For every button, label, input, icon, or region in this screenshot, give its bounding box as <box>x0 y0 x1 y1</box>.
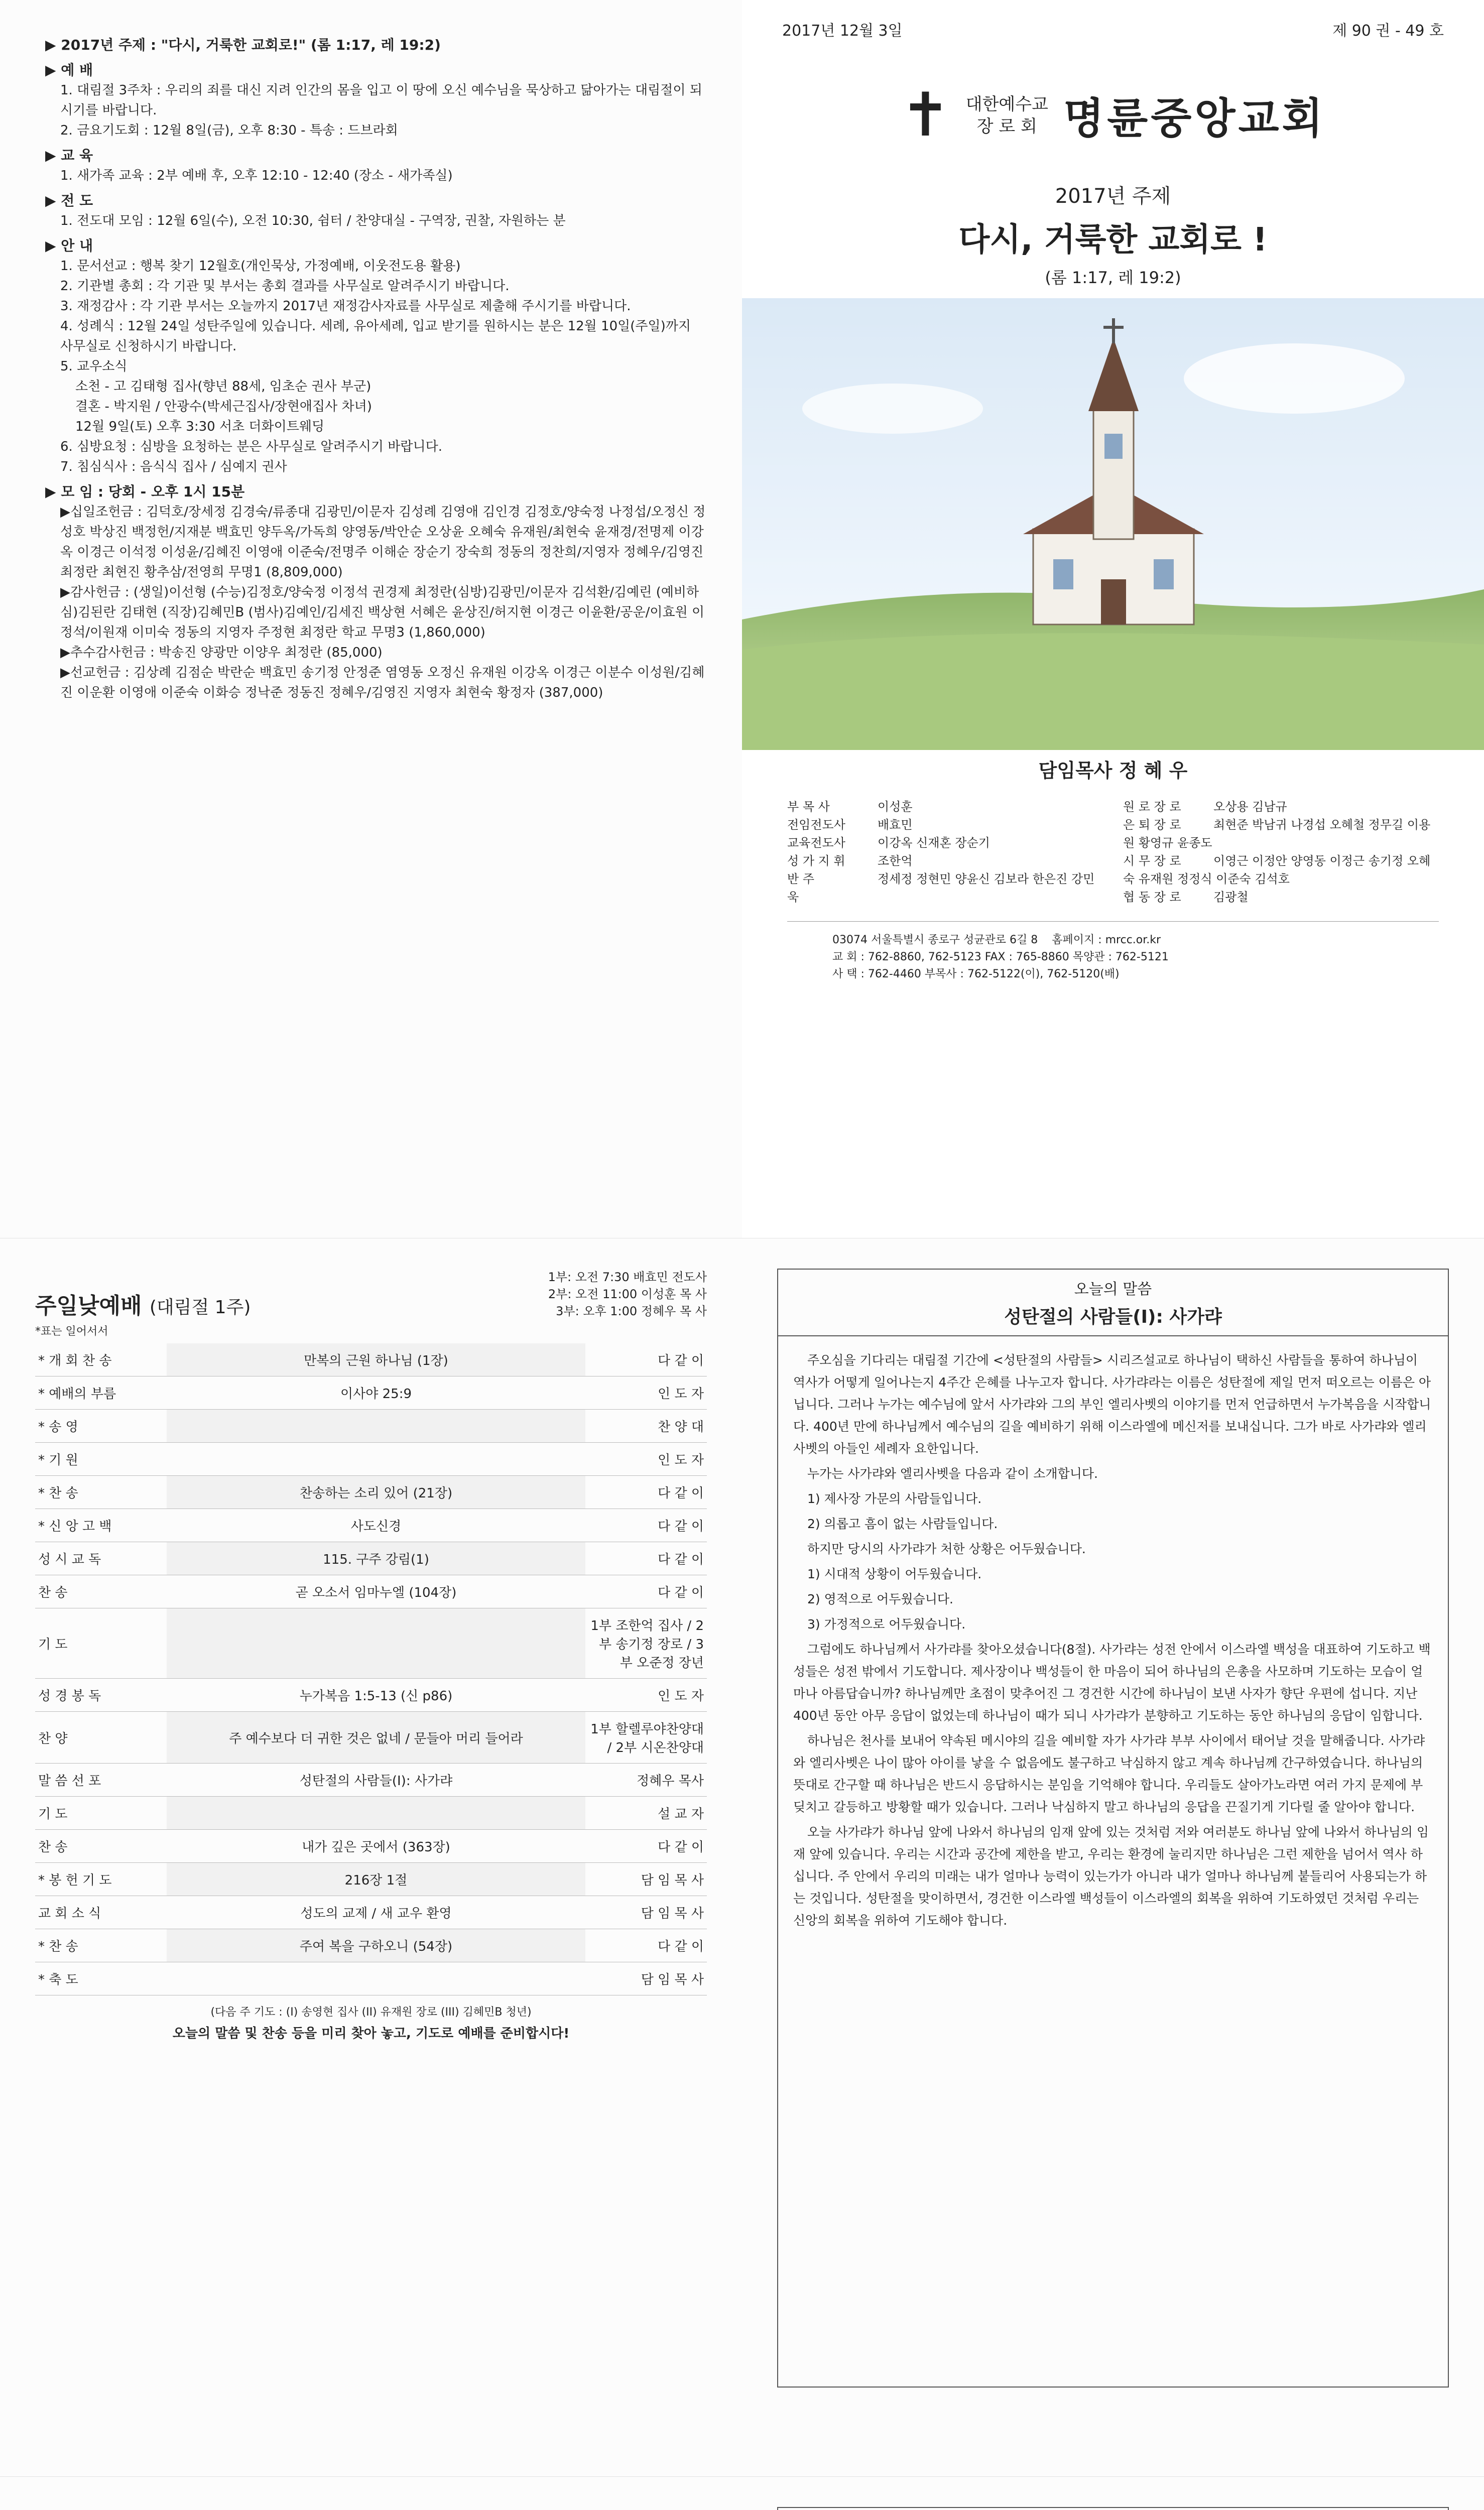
order-cell: 다 같 이 <box>585 1509 707 1542</box>
sermon-paragraph: 2) 의롭고 흠이 없는 사람들입니다. <box>807 1517 998 1531</box>
offering-list: ▶선교헌금 : 김상례 김점순 박란순 백효민 송기정 안정준 염영동 오정신 유재원 이강옥 이경근 이분수 이성원/김혜진 이운환 이영애 이준숙 이화승 정낙준 정동진 정혜우/김영진 지영자 최현숙 황정자 (387,000) <box>60 665 705 700</box>
service-times: 1부: 오전 7:30 배효민 전도사 2부: 오전 11:00 이성훈 목 사 3부: 오후 1:00 정혜우 목 사 <box>548 1270 707 1318</box>
offering-list: ▶추수감사헌금 : 박송진 양광만 이양우 최정란 (85,000) <box>60 645 383 660</box>
preparation-note: 오늘의 말씀 및 찬송 등을 미리 찾아 놓고, 기도로 예배를 준비합시다! <box>172 2026 570 2041</box>
cover-page <box>742 0 1484 1238</box>
order-cell <box>167 1443 585 1476</box>
order-cell: 1부 할렐루야찬양대 / 2부 시온찬양대 <box>585 1712 707 1764</box>
cross-icon: ✝ <box>900 80 951 150</box>
staff-row: 시 무 장 로 이영근 이정안 양영동 이정근 송기정 오혜숙 유재원 정정식 이준숙 김석호 <box>1123 854 1431 886</box>
church-building-image <box>742 298 1484 750</box>
section-head: ▶ 안 내 <box>45 237 93 254</box>
order-cell: 찬 송 <box>35 1575 167 1608</box>
order-cell: 만복의 근원 하나님 (1장) <box>167 1343 585 1376</box>
order-cell: * 개 회 찬 송 <box>35 1343 167 1376</box>
offering-list: ▶감사헌금 : (생일)이선형 (수능)김정호/양숙정 이정석 권경제 최정란(심방)김광민/이문자 김석환/김예린 (예비하심)김된란 김태현 (직장)김혜민B (범사)김예인/김세진 백상현 서혜은 윤상진/허지현 이경근 이윤환/공운/이효원 이정석/이원재 이미숙 정동의 지영자 주정현 최정란 학교 무명3 (1,860,000) <box>60 585 705 640</box>
newcomer-box <box>777 2507 1449 2510</box>
order-cell: 담 임 목 사 <box>585 1863 707 1896</box>
order-cell: 내가 깊은 곳에서 (363장) <box>167 1830 585 1863</box>
order-cell: * 송 영 <box>35 1410 167 1443</box>
section-head: ▶ 전 도 <box>45 192 93 209</box>
order-row <box>35 1410 707 1443</box>
staff-row: 교육전도사 이강옥 신재혼 장순기 <box>787 836 990 850</box>
news-item: 소천 - 고 김태형 집사(향년 88세, 임초순 권사 부군) <box>75 379 372 394</box>
order-row <box>35 1896 707 1929</box>
phone: 교 회 : 762-8860, 762-5123 FAX : 765-8860 목양관 : 762-5121 <box>832 951 1169 963</box>
senior-pastor: 담임목사 정 혜 우 <box>1038 760 1188 782</box>
bulletin-date: 2017년 12월 3일 <box>782 22 903 40</box>
evening-service-page <box>0 2477 742 2510</box>
order-cell: * 예배의 부름 <box>35 1376 167 1410</box>
order-cell: 누가복음 1:5-13 (신 p86) <box>167 1679 585 1712</box>
order-cell: 성탄절의 사람들(I): 사가랴 <box>167 1764 585 1797</box>
standing-note: *표는 일어서서 <box>35 1325 108 1338</box>
order-cell <box>167 1608 585 1679</box>
address: 03074 서울특별시 종로구 성균관로 6길 8 <box>832 934 1038 946</box>
team-line: ▶ 모 임 : 당회 - 오후 1시 15분 <box>45 483 245 500</box>
order-cell: 주여 복을 구하오니 (54장) <box>167 1929 585 1962</box>
order-cell: 성 시 교 독 <box>35 1542 167 1575</box>
announcement-item: 1. 대림절 3주차 : 우리의 죄를 대신 지려 인간의 몸을 입고 이 땅에 오신 예수님을 묵상하고 닮아가는 대림절이 되시기를 바랍니다. <box>60 83 702 118</box>
sermon-paragraph: 오늘 사가랴가 하나님 앞에 나와서 하나님의 임재 앞에 있는 것처럼 저와 여러분도 하나님 앞에 나와서 하나님의 임재 앞에 있습니다. 우리는 시간과 공간에 제한을 받고, 우리는 환경에 눌리지만 하나님은 그런 제한을 넘어서 역사 하십니다. 주 안에서 우리의 미래는 내가 얼마나 능력이 있는가가 아니라 내가 얼마나 하나님께 붙들리어 사용되는가 하는 것입니다. 성탄절을 맞이하면서, 경건한 이스라엘 백성들이 이스라엘의 회복을 위하여 기도하였던 것처럼 우리는 신앙의 회복을 위하여 기도해야 합니다. <box>793 1825 1429 1928</box>
order-cell: 성도의 교제 / 새 교우 환영 <box>167 1896 585 1929</box>
info-page <box>742 2477 1484 2510</box>
sermon-header <box>777 1269 1449 1336</box>
announcements-page <box>0 0 742 1238</box>
theme-title: 다시, 거룩한 교회로 ! <box>958 221 1268 259</box>
order-row <box>35 1376 707 1410</box>
theme-year: 2017년 주제 <box>1055 185 1171 208</box>
announcement-item: 1. 문서선교 : 행복 찾기 12월호(개인묵상, 가정예배, 이웃전도용 활용) <box>60 259 461 274</box>
order-cell: 담 임 목 사 <box>585 1962 707 1995</box>
staff-row: 부 목 사 이성훈 <box>787 800 913 814</box>
sunday-order-table <box>35 1343 707 1995</box>
next-week-prayer: (다음 주 기도 : (I) 송영현 집사 (II) 유재원 장로 (III) 김혜민B 청년) <box>210 2006 532 2019</box>
order-row <box>35 1797 707 1830</box>
staff-row: 은 퇴 장 로 최현준 박남귀 나경섭 오혜철 정무길 이용원 황영규 윤종도 <box>1123 818 1431 850</box>
staff-list <box>742 783 1484 921</box>
order-row <box>35 1962 707 1995</box>
order-cell: 이사야 25:9 <box>167 1376 585 1410</box>
order-row <box>35 1343 707 1376</box>
order-cell: 성 경 봉 독 <box>35 1679 167 1712</box>
announcement-item: 3. 재정감사 : 각 기관 부서는 오늘까지 2017년 재정감사자료를 사무실로 제출해 주시기를 바랍니다. <box>60 299 631 314</box>
news-item: 12월 9일(토) 오후 3:30 서초 더화이트웨딩 <box>75 419 325 434</box>
order-cell <box>167 1410 585 1443</box>
sermon-paragraph: 3) 가정적으로 어두웠습니다. <box>807 1617 966 1632</box>
order-cell: 찬송하는 소리 있어 (21장) <box>167 1476 585 1509</box>
evening-title <box>35 2507 707 2510</box>
order-cell: * 찬 송 <box>35 1476 167 1509</box>
church-contact <box>787 921 1439 993</box>
order-cell: 1부 조한억 집사 / 2부 송기정 장로 / 3부 오준정 장년 <box>585 1608 707 1679</box>
order-cell: 인 도 자 <box>585 1679 707 1712</box>
order-cell: * 기 원 <box>35 1443 167 1476</box>
order-cell: 다 같 이 <box>585 1476 707 1509</box>
sermon-paragraph: 하지만 당시의 사가랴가 처한 상황은 어두웠습니다. <box>807 1542 1086 1556</box>
sermon-paragraph: 하나님은 천사를 보내어 약속된 메시야의 길을 예비할 자가 사가랴 부부 사이에서 태어날 것을 말해줍니다. 사가랴와 엘리사벳은 나이 많아 아이를 낳을 수 없음에도 불구하고 낙심하지 않고 계속 하나님께 간구하였습니다. 하나님의 뜻대로 간구할 때 하나님은 반드시 응답하시는 분임을 기억해야 합니다. 우리들도 살아가노라면 여러 가지 문제에 부딪치고 갈등하고 방황할 때가 있습니다. 그러나 낙심하지 말고 하나님의 응답을 끈질기게 기다릴 줄 알아야 합니다. <box>793 1733 1425 1814</box>
order-row <box>35 1830 707 1863</box>
order-row <box>35 1509 707 1542</box>
sermon-paragraph: 2) 영적으로 어두웠습니다. <box>807 1592 954 1606</box>
theme-line: ▶ 2017년 주제 : "다시, 거룩한 교회로!" (롬 1:17, 레 19:2) <box>45 37 441 53</box>
order-cell: 주 예수보다 더 귀한 것은 없네 / 문들아 머리 들어라 <box>167 1712 585 1764</box>
order-row <box>35 1476 707 1509</box>
order-cell: * 찬 송 <box>35 1929 167 1962</box>
announcement-item: 1. 새가족 교육 : 2부 예배 후, 오후 12:10 - 12:40 (장소 - 새가족실) <box>60 168 453 183</box>
announcement-item: 6. 심방요청 : 심방을 요청하는 분은 사무실로 알려주시기 바랍니다. <box>60 439 442 454</box>
order-row <box>35 1679 707 1712</box>
order-cell: 다 같 이 <box>585 1542 707 1575</box>
sermon-title: 성탄절의 사람들(I): 사가랴 <box>1004 1307 1222 1327</box>
order-cell: 기 도 <box>35 1797 167 1830</box>
sermon-paragraph: 1) 시대적 상황이 어두웠습니다. <box>807 1567 982 1581</box>
denomination-line: 장 로 회 <box>976 116 1037 137</box>
sermon-paragraph: 주오심을 기다리는 대림절 기간에 <성탄절의 사람들> 시리즈설교로 하나님이 택하신 사람들을 통하여 하나님이 역사가 어떻게 일어나는지 4주간 은혜를 나누고자 합니다. 사가랴라는 이름은 성탄절에 제일 먼저 떠오르는 이름은 아닙니다. 그러나 누가는 예수님에 앞서 사가랴와 그의 부인 엘리사벳의 이야기를 먼저 언급하면서 누가복음을 시작합니다. 400년 만에 하나님께서 예수님의 길을 예비하기 위해 이스라엘에 메신저를 보내십니다. 그가 바로 사가랴와 엘리사벳의 아들인 세례자 요한입니다. <box>793 1353 1431 1456</box>
announcement-item: 2. 금요기도회 : 12월 8일(금), 오후 8:30 - 특송 : 드브라회 <box>60 123 398 138</box>
sunday-title: 주일낮예배 (대림절 1주) <box>35 1293 251 1319</box>
order-cell: 찬 송 <box>35 1830 167 1863</box>
order-cell: 정혜우 목사 <box>585 1764 707 1797</box>
order-cell: 찬 양 <box>35 1712 167 1764</box>
sunday-service-page <box>0 1238 742 2476</box>
staff-row: 원 로 장 로 오상용 김남규 <box>1123 800 1287 814</box>
order-cell: 교 회 소 식 <box>35 1896 167 1929</box>
order-cell: 설 교 자 <box>585 1797 707 1830</box>
order-cell: 115. 구주 강림(1) <box>167 1542 585 1575</box>
staff-row: 전임전도사 배효민 <box>787 818 913 832</box>
section-head: ▶ 교 육 <box>45 147 93 164</box>
order-row <box>35 1929 707 1962</box>
order-cell: 다 같 이 <box>585 1830 707 1863</box>
sermon-paragraph: 누가는 사가랴와 엘리사벳을 다음과 같이 소개합니다. <box>807 1466 1098 1481</box>
order-cell: * 축 도 <box>35 1962 167 1995</box>
staff-row: 협 동 장 로 김광철 <box>1123 890 1249 904</box>
order-cell: 216장 1절 <box>167 1863 585 1896</box>
order-row <box>35 1608 707 1679</box>
order-cell: 인 도 자 <box>585 1443 707 1476</box>
church-name: 명륜중앙교회 <box>1063 94 1326 143</box>
order-cell: * 신 앙 고 백 <box>35 1509 167 1542</box>
church-logo <box>742 80 1484 150</box>
order-cell: 기 도 <box>35 1608 167 1679</box>
sermon-paragraph: 그럼에도 하나님께서 사가랴를 찾아오셨습니다(8절). 사가랴는 성전 안에서 이스라엘 백성을 대표하여 기도하고 백성들은 성전 밖에서 기도합니다. 제사장이나 백성들이 한 마음이 되어 하나님의 은총을 사모하며 기도하는 모습이 얼마나 아름답습니까? 하나님께만 초점이 맞추어진 그 경건한 시간에 하나님이 보낸 사자가 향단 우편에 섭니다. 지난 400년 동안 아무 응답이 없었는데 하나님이 때가 되니 사가랴가 분향하고 기도하는 동안 하나님의 응답이 임합니다. <box>793 1642 1431 1723</box>
order-cell: 담 임 목 사 <box>585 1896 707 1929</box>
announcement-item: 2. 기관별 총회 : 각 기관 및 부서는 총회 결과를 사무실로 알려주시기 바랍니다. <box>60 279 510 294</box>
sermon-paragraph: 1) 제사장 가문의 사람들입니다. <box>807 1491 982 1506</box>
order-cell: 사도신경 <box>167 1509 585 1542</box>
order-cell: 다 같 이 <box>585 1575 707 1608</box>
staff-row: 성 가 지 휘 조한억 <box>787 854 913 868</box>
announcement-item: 7. 침심식사 : 음식식 집사 / 심예지 권사 <box>60 459 287 474</box>
news-item: 결혼 - 박지원 / 안광수(박세근집사/장현애집사 차녀) <box>75 399 372 414</box>
church-illustration <box>742 298 1484 750</box>
order-cell: 찬 양 대 <box>585 1410 707 1443</box>
denomination-line: 대한예수교 <box>965 94 1048 114</box>
order-cell: 곧 오소서 임마누엘 (104장) <box>167 1575 585 1608</box>
section-head: ▶ 예 배 <box>45 62 93 78</box>
staff-row: 반 주 정세정 정현민 양윤신 김보라 한은진 강민욱 <box>787 872 1095 904</box>
sermon-label: 오늘의 말씀 <box>1074 1281 1152 1298</box>
announcement-item: 1. 전도대 모임 : 12월 6일(수), 오전 10:30, 쉼터 / 찬양대실 - 구역장, 권찰, 자원하는 분 <box>60 213 566 228</box>
order-row <box>35 1542 707 1575</box>
order-cell: 다 같 이 <box>585 1343 707 1376</box>
order-row <box>35 1712 707 1764</box>
order-cell <box>167 1962 585 1995</box>
sermon-page <box>742 1238 1484 2476</box>
order-cell: 말 씀 선 포 <box>35 1764 167 1797</box>
order-row <box>35 1443 707 1476</box>
order-row <box>35 1764 707 1797</box>
announcement-item: 4. 성례식 : 12월 24일 성탄주일에 있습니다. 세례, 유아세례, 입교 받기를 원하시는 분은 12월 10일(주일)까지 사무실로 신청하시기 바랍니다. <box>60 319 691 354</box>
announcement-item: 5. 교우소식 <box>60 359 128 374</box>
order-cell: * 봉 헌 기 도 <box>35 1863 167 1896</box>
issue-number: 제 90 권 - 49 호 <box>1332 22 1444 40</box>
offering-list: ▶십일조헌금 : 김덕호/장세정 김경숙/류종대 김광민/이문자 김성례 김영애 김인경 김정호/양숙정 나정섭/오정신 정성호 박상진 백정헌/지재분 백효민 양두옥/가독희 양영동/박안순 오상윤 오혜숙 유재원/최현숙 윤재경/전명제 이강옥 이경근 이석정 이성윤/김혜진 이영애 이준숙/전명주 이해순 장순기 장숙희 정동의 정찬희/지영자 정혜우/김영진 최정란 최현진 황추삼/전영희 무명1 (8,809,000) <box>60 505 706 580</box>
order-row <box>35 1863 707 1896</box>
theme-reference: (롬 1:17, 레 19:2) <box>1045 268 1181 287</box>
order-row <box>35 1575 707 1608</box>
sermon-body <box>777 1336 1449 2388</box>
homepage: 홈페이지 : mrcc.or.kr <box>1052 934 1161 946</box>
order-cell <box>167 1797 585 1830</box>
phone: 사 택 : 762-4460 부목사 : 762-5122(이), 762-5120(배) <box>832 968 1120 980</box>
announcements <box>45 35 707 703</box>
order-cell: 다 같 이 <box>585 1929 707 1962</box>
order-cell: 인 도 자 <box>585 1376 707 1410</box>
